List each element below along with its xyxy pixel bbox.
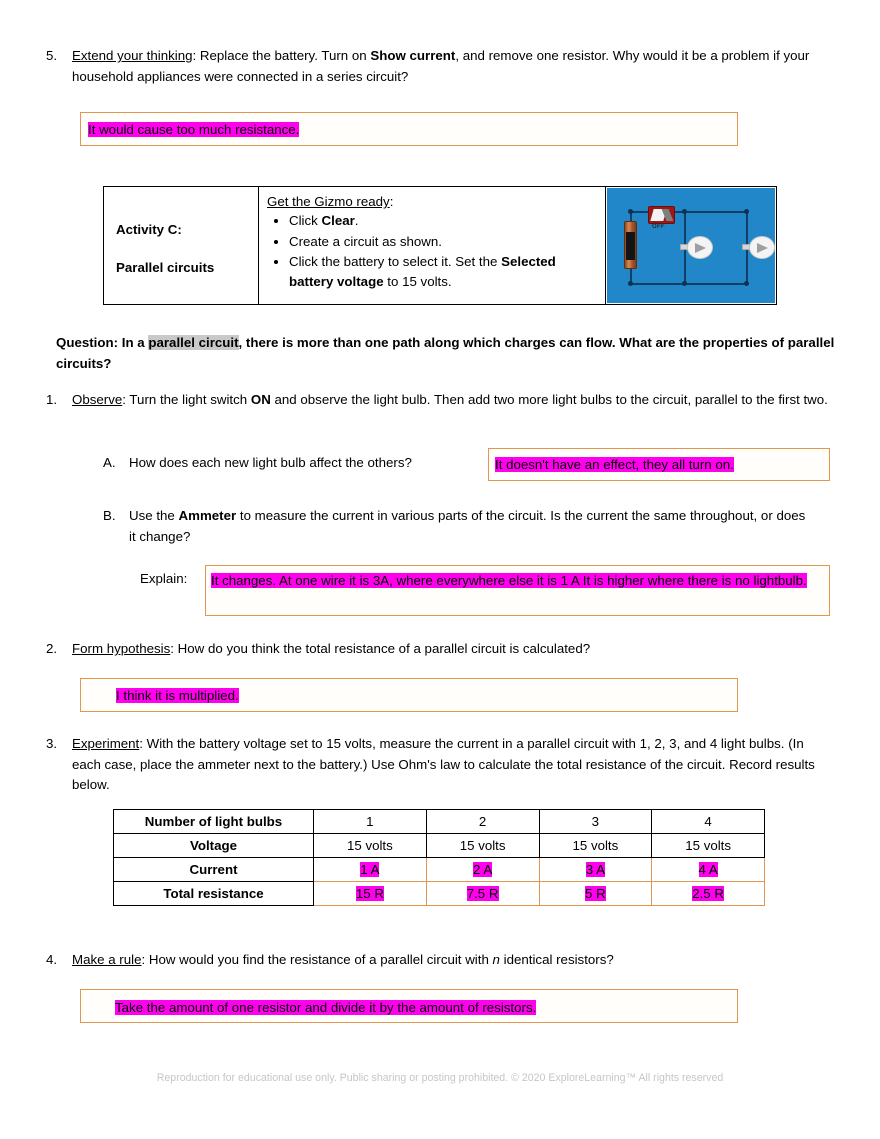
question-1-text-1: : Turn the light switch [122, 392, 251, 407]
cell-value: 2.5 R [692, 886, 725, 901]
question-1-text [72, 390, 836, 411]
circuit-wire-top-left [630, 211, 650, 213]
bullet-2-bold: Selected battery voltage [289, 254, 556, 289]
bullet-2-pre: Click the battery to select it. Set the [289, 254, 502, 269]
table-cell-editable[interactable] [539, 882, 652, 906]
circuit-node [682, 209, 687, 214]
table-cell-editable[interactable] [652, 858, 765, 882]
gizmo-ready-heading [267, 194, 595, 209]
question-4-label: Make a rule [72, 952, 142, 967]
list-item [289, 232, 595, 252]
explain-label: Explain: [140, 571, 188, 586]
gizmo-instruction-list [267, 211, 595, 291]
table-cell-editable[interactable] [539, 858, 652, 882]
question-1b-text-1: Use the [129, 508, 179, 523]
question-1-text-2: and observe the light bulb. Then add two more light bulbs to the circuit, parallel to the first two. [270, 392, 828, 407]
table-cell-editable[interactable] [652, 882, 765, 906]
question-1-bold-1: ON [250, 392, 271, 407]
bullet-2-post: to 15 volts. [383, 273, 452, 289]
question-5-bold-1: Show current [370, 48, 456, 63]
table-cell: 15 volts [314, 834, 427, 858]
question-5-text-1: : Replace the battery. Turn on [192, 48, 371, 63]
table-row [114, 834, 765, 858]
question-1b [103, 506, 813, 547]
answer-text-q4 [115, 997, 735, 1018]
light-bulb-icon[interactable] [687, 236, 713, 259]
table-cell-editable[interactable] [314, 882, 427, 906]
cell-value: 7.5 R [466, 886, 499, 901]
gizmo-instructions-cell [259, 187, 606, 304]
question-1-label: Observe [72, 392, 123, 407]
answer-text-q1b-explain [211, 570, 823, 592]
question-1b-text [129, 506, 813, 547]
question-2-text [72, 639, 836, 660]
gizmo-ready-text: Get the Gizmo ready [267, 194, 390, 209]
results-table [113, 809, 765, 906]
question-2-label: Form hypothesis [72, 641, 171, 656]
cell-value: 1 A [360, 862, 380, 877]
bullet-1-pre: Create a circuit as shown. [289, 233, 442, 249]
activity-title: Activity C: [116, 222, 182, 237]
circuit-node [744, 209, 749, 214]
battery-body [626, 232, 635, 260]
table-cell-editable[interactable] [426, 858, 539, 882]
answer-q1a-highlight: It doesn't have an effect, they all turn on. [495, 457, 734, 472]
answer-text-q2 [116, 685, 731, 706]
row-label: Total resistance [114, 882, 314, 906]
question-5-number: 5. [46, 48, 58, 63]
question-4-italic-1: n [492, 952, 500, 967]
circuit-node [682, 281, 687, 286]
switch-state-label: OFF [652, 224, 665, 230]
circuit-diagram [607, 188, 775, 303]
light-bulb-icon[interactable] [749, 236, 775, 259]
question-5-label: Extend your thinking [72, 48, 193, 63]
table-cell: 15 volts [652, 834, 765, 858]
question-4-text [72, 950, 836, 971]
footer-copyright: Reproduction for educational use only. Public sharing or posting prohibited. © 2020 ExploreLearning™ All rights reserved [156, 1072, 724, 1084]
question-5-text-2: , and remove one resistor. Why would it be a problem if your household appliances were connected in a series circuit? [72, 48, 810, 84]
question-4-text-2: identical resistors? [499, 952, 614, 967]
question-1a [103, 453, 483, 474]
question-3-text [72, 734, 836, 796]
question-3 [46, 734, 836, 796]
table-cell: 4 [652, 810, 765, 834]
switch-icon[interactable] [648, 206, 675, 224]
bullet-0-bold: Clear [321, 213, 355, 228]
question-1 [46, 390, 836, 411]
cell-value: 2 A [473, 862, 493, 877]
bullet-0-pre: Click [289, 213, 322, 228]
table-cell: 2 [426, 810, 539, 834]
table-cell: 1 [314, 810, 427, 834]
question-4 [46, 950, 836, 971]
question-1b-letter: B. [103, 508, 116, 523]
answer-text-q1a [495, 454, 825, 475]
activity-title-cell [104, 187, 259, 304]
table-cell: 15 volts [539, 834, 652, 858]
table-row [114, 858, 765, 882]
gizmo-screenshot-cell [606, 187, 776, 304]
battery-icon[interactable] [624, 221, 637, 269]
question-1a-letter: A. [103, 455, 116, 470]
question-4-number: 4. [46, 952, 58, 967]
question-prompt-highlight: parallel circuit [148, 335, 239, 350]
table-cell: 15 volts [426, 834, 539, 858]
question-1b-text-2: to measure the current in various parts of the circuit. Is the current the same throughout, or does it change? [129, 508, 806, 544]
question-3-label: Experiment [72, 736, 140, 751]
gizmo-ready-colon: : [389, 194, 394, 209]
row-label: Current [114, 858, 314, 882]
activity-c-table [103, 186, 777, 305]
table-row [114, 882, 765, 906]
answer-q1b-highlight: It changes. At one wire it is 3A, where everywhere else it is 1 A It is higher where there is no lightbulb. [211, 573, 807, 588]
question-prompt [56, 332, 836, 374]
question-1b-bold-1: Ammeter [178, 508, 237, 523]
bullet-0-post: . [354, 213, 359, 228]
circuit-node [744, 281, 749, 286]
cell-value: 3 A [585, 862, 605, 877]
list-item [289, 252, 595, 291]
cell-value: 5 R [585, 886, 606, 901]
circuit-node [628, 281, 633, 286]
question-3-text-1: : With the battery voltage set to 15 volts, measure the current in a parallel circuit with 1, 2, 3, and 4 light bulbs. (In each case, place the ammeter next to the battery.) Use Ohm's law to calculate the total resistance of the circuit. Record results below. [72, 736, 815, 792]
question-3-number: 3. [46, 736, 58, 751]
results-table-body [114, 810, 765, 906]
answer-q5-highlight: It would cause too much resistance. [88, 122, 300, 137]
row-label: Voltage [114, 834, 314, 858]
activity-subtitle: Parallel circuits [116, 260, 215, 275]
question-1-number: 1. [46, 392, 58, 407]
answer-q2-highlight: I think it is multiplied. [116, 688, 239, 703]
table-cell-editable[interactable] [426, 882, 539, 906]
answer-text-q5 [88, 119, 728, 140]
circuit-node [628, 209, 633, 214]
cell-value: 15 R [355, 886, 384, 901]
row-label: Number of light bulbs [114, 810, 314, 834]
cell-value: 4 A [698, 862, 718, 877]
question-2-text-1: : How do you think the total resistance of a parallel circuit is calculated? [170, 641, 591, 656]
answer-q4-highlight: Take the amount of one resistor and divide it by the amount of resistors. [115, 1000, 537, 1015]
question-2-number: 2. [46, 641, 58, 656]
list-item [289, 211, 595, 231]
question-5-text [72, 46, 836, 87]
table-row [114, 810, 765, 834]
question-prompt-lead: Question: In a [56, 335, 149, 350]
table-cell-editable[interactable] [314, 858, 427, 882]
question-2 [46, 639, 836, 660]
table-cell: 3 [539, 810, 652, 834]
circuit-wire-bottom [630, 283, 748, 285]
question-1a-text: How does each new light bulb affect the others? [129, 455, 412, 470]
question-5 [46, 46, 836, 87]
question-4-text-1: : How would you find the resistance of a parallel circuit with [141, 952, 493, 967]
question-prompt-rest: , there is more than one path along which charges can flow. What are the properties of parallel circuits? [56, 335, 835, 371]
